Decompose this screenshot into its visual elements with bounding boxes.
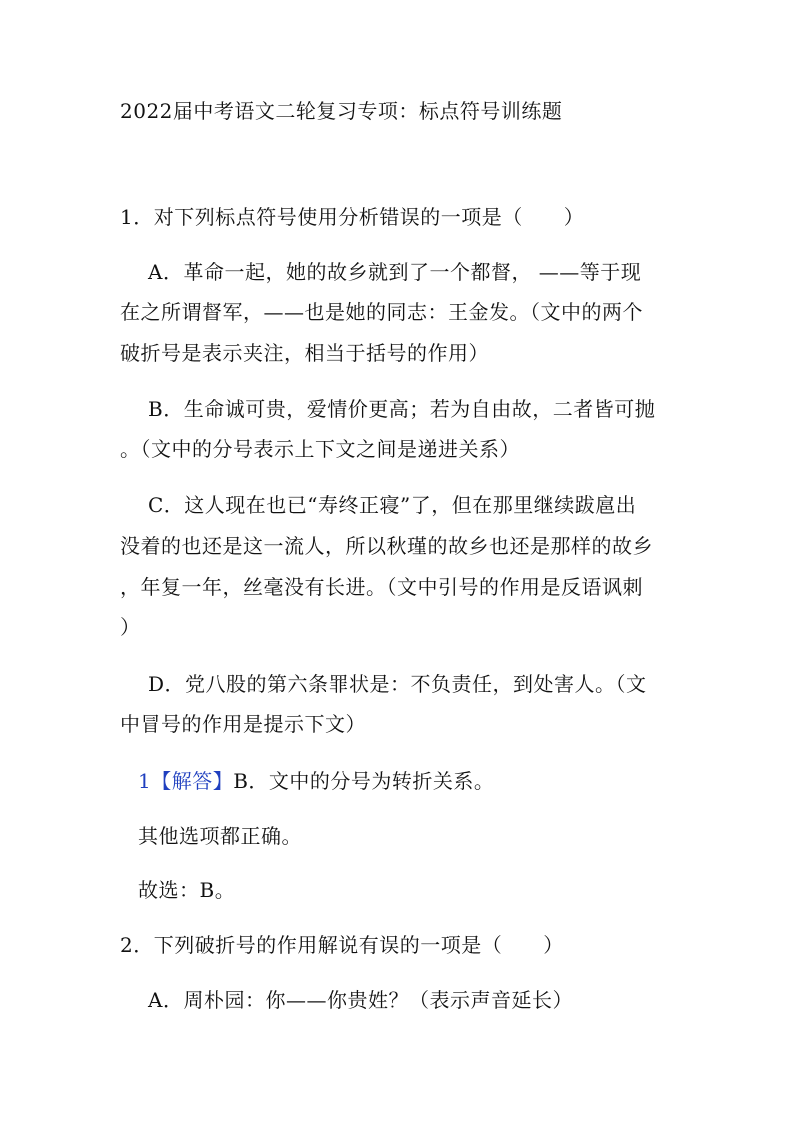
question-1-stem: 1．对下列标点符号使用分析错误的一项是（ ） xyxy=(120,205,585,229)
q1-option-b-line-1: B．生命诚可贵，爱情价更高；若为自由故，二者皆可抛 xyxy=(148,397,656,421)
q1-option-a-line-1: A．革命一起，她的故乡就到了一个都督， ——等于现 xyxy=(148,260,642,284)
q1-option-a-line-3: 破折号是表示夹注，相当于括号的作用） xyxy=(120,341,489,365)
q1-answer-choice: 故选：B。 xyxy=(138,878,236,902)
q1-answer-line xyxy=(138,768,494,794)
answer-text: B．文中的分号为转折关系。 xyxy=(233,769,495,793)
q1-option-d-line-2: 中冒号的作用是提示下文） xyxy=(120,712,366,736)
q1-answer-note: 其他选项都正确。 xyxy=(138,824,302,848)
q2-option-a: A．周朴园：你——你贵姓？（表示声音延长） xyxy=(148,988,573,1012)
q1-option-d-line-1: D．党八股的第六条罪状是：不负责任，到处害人。（文 xyxy=(148,672,647,696)
q1-option-c-line-4: ） xyxy=(120,615,141,639)
q1-option-b-line-2: 。（文中的分号表示上下文之间是递进关系） xyxy=(120,437,520,461)
question-2-stem: 2．下列破折号的作用解说有误的一项是（ ） xyxy=(120,933,564,957)
q1-option-c-line-3: ，年复一年，丝毫没有长进。（文中引号的作用是反语讽刺 xyxy=(120,575,643,599)
q1-option-a-line-2: 在之所谓督军，——也是她的同志：王金发。（文中的两个 xyxy=(120,300,643,324)
q1-option-c-line-1: C．这人现在也已“寿终正寝”了，但在那里继续跋扈出 xyxy=(148,493,637,517)
document-title: 2022届中考语文二轮复习专项：标点符号训练题 xyxy=(120,99,563,123)
answer-label: 1【解答】 xyxy=(138,769,234,793)
q1-option-c-line-2: 没着的也还是这一流人，所以秋瑾的故乡也还是那样的故乡 xyxy=(120,534,653,558)
